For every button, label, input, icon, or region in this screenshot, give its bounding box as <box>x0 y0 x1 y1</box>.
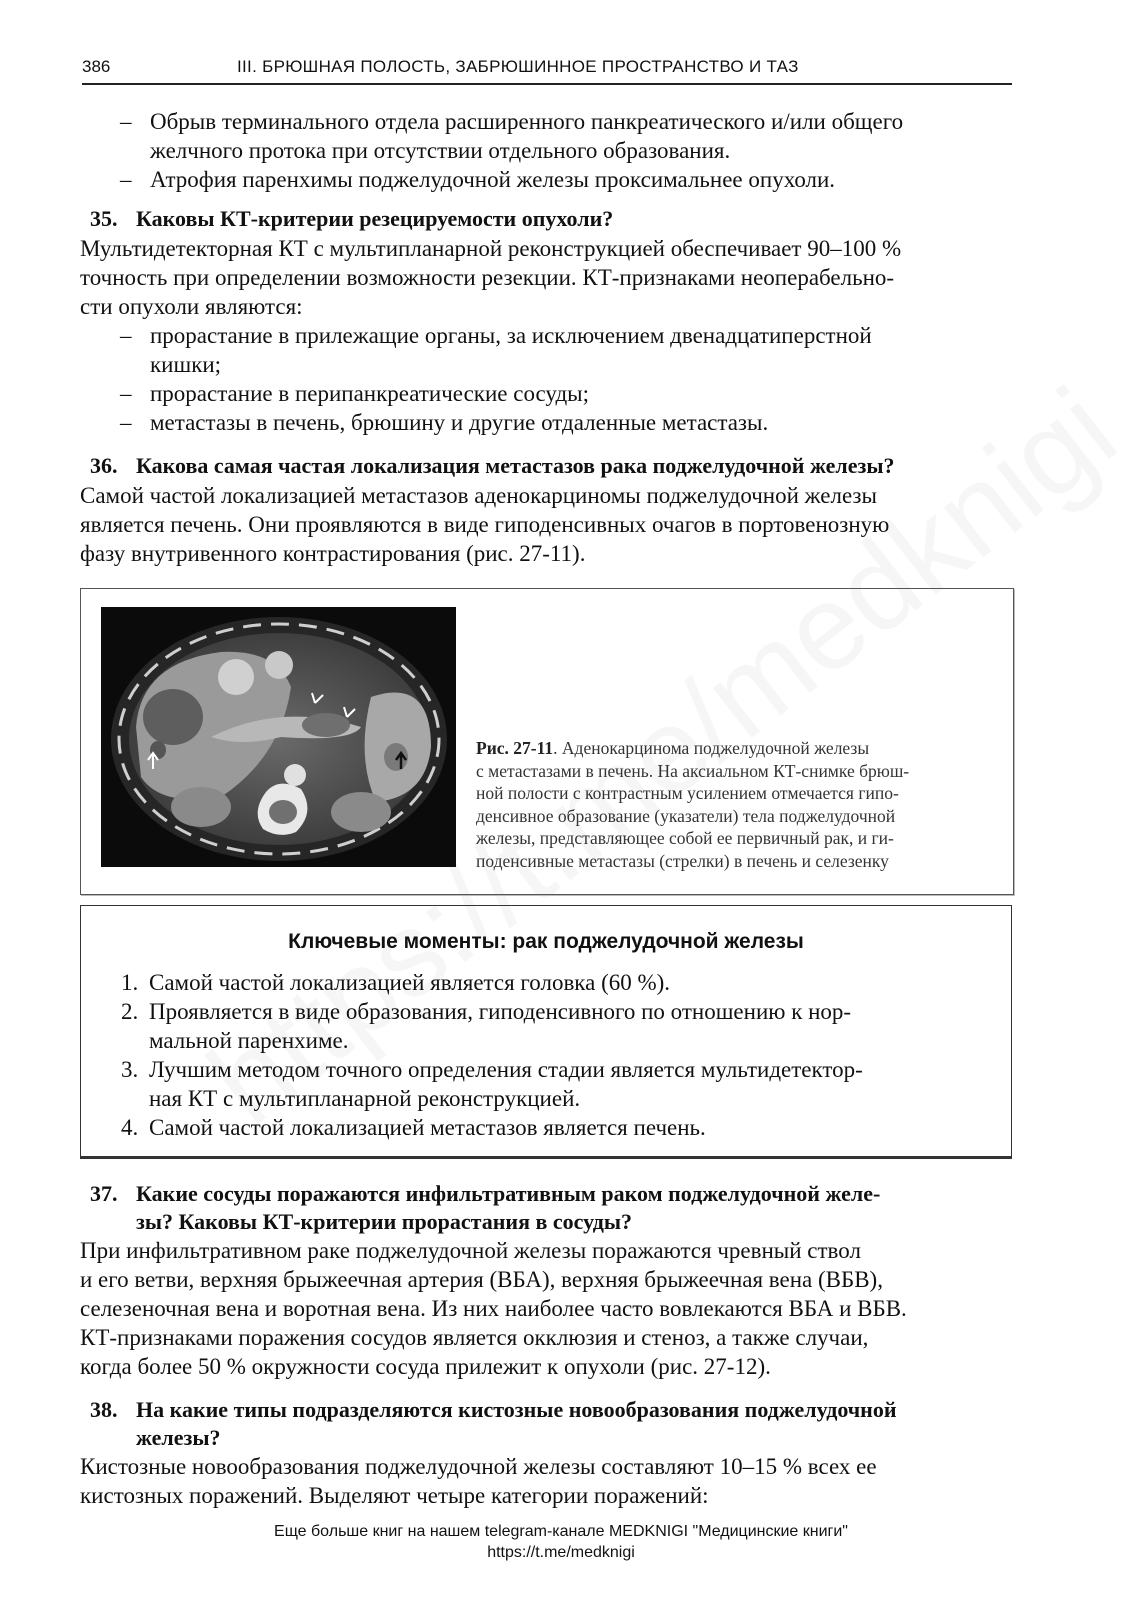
question-37 <box>90 1180 880 1208</box>
ct-scan-drawing <box>101 607 456 867</box>
caption-line: железы, представляющее собой ее первичный рак, и ги- <box>476 828 894 848</box>
key-point-item <box>121 1055 863 1084</box>
bullet-dash: – <box>120 109 132 134</box>
item-text: Проявляется в виде образования, гиподенсивного по отношению к нор- <box>149 999 852 1024</box>
answer-line: При инфильтративном раке поджелудочной железы поражаются чревный ствол <box>80 1238 861 1263</box>
bullet-dash: – <box>120 323 132 348</box>
item-number: 2. <box>121 999 139 1024</box>
footer-link[interactable]: https://t.me/medknigi <box>487 1544 635 1561</box>
bullet-text: Обрыв терминального отдела расширенного панкреатического и/или общего <box>150 109 904 134</box>
question-38 <box>90 1396 897 1424</box>
answer-line: КТ-признаками поражения сосудов является окклюзия и стеноз, а также случаи, <box>80 1325 869 1350</box>
key-points-box <box>80 905 1012 1159</box>
answer-line: является печень. Они проявляются в виде гиподенсивных очагов в портовенозную <box>80 512 890 537</box>
question-38-cont: железы? <box>136 1425 221 1450</box>
figure-caption <box>476 737 991 872</box>
caption-line: поденсивные метастазы (стрелки) в печень и селезенку <box>476 850 889 871</box>
item-number: 3. <box>121 1057 139 1082</box>
caption-line: с метастазами в печень. На аксиальном КТ-снимке брюш- <box>476 760 910 781</box>
bullet-text: прорастание в перипанкреатические сосуды; <box>150 381 590 406</box>
footer-promo: Еще больше книг на нашем telegram-канале MEDKNIGI "Медицинские книги" <box>274 1523 848 1540</box>
answer-line: фазу внутривенного контрастирования (рис. 27-11). <box>80 541 586 566</box>
bullet-dash: – <box>120 381 132 406</box>
answer-line: сти опухоли являются: <box>80 294 303 319</box>
page-number: 386 <box>82 57 111 76</box>
question-36 <box>90 452 895 480</box>
key-point-cont: ная КТ с мультипланарной реконструкцией. <box>149 1086 581 1111</box>
figure-label: Рис. 27-11 <box>476 738 554 758</box>
question-text: Какова самая частая локализация метастазов рака поджелудочной железы? <box>136 453 895 478</box>
question-text: Каковы КТ-критерии резецируемости опухоли? <box>136 206 614 231</box>
question-number: 38. <box>90 1397 118 1422</box>
bullet-dash: – <box>120 167 132 192</box>
answer-line: когда более 50 % окружности сосуда прилежит к опухоли (рис. 27-12). <box>80 1354 771 1379</box>
bullet-text: прорастание в прилежащие органы, за исключением двенадцатиперстной <box>150 323 872 348</box>
item-text: Самой частой локализацией метастазов является печень. <box>149 1115 706 1140</box>
caption-line: . Аденокарцинома поджелудочной железы <box>553 738 870 758</box>
bullet-text: Атрофия паренхимы поджелудочной железы проксимальнее опухоли. <box>150 167 836 192</box>
answer-line: Мультидетекторная КТ с мультипланарной реконструкцией обеспечивает 90–100 % <box>80 236 902 261</box>
key-point-item <box>121 968 670 997</box>
key-points-title: Ключевые моменты: рак поджелудочной железы <box>288 930 804 953</box>
answer-line: селезеночная вена и воротная вена. Из них наиболее часто вовлекаются ВБА и ВБВ. <box>80 1296 907 1321</box>
question-number: 36. <box>90 453 118 478</box>
item-number: 4. <box>121 1115 139 1140</box>
question-37-cont: зы? Каковы КТ-критерии прорастания в сосуды? <box>136 1209 633 1234</box>
caption-line: ной полости с контрастным усилением отмечается гипо- <box>476 783 899 803</box>
bullet-text-cont: кишки; <box>150 352 222 377</box>
running-header <box>82 55 1012 85</box>
bullet-dash: – <box>120 410 132 435</box>
item-number: 1. <box>121 970 139 995</box>
answer-line: точность при определении возможности резекции. КТ-признаками неоперабельно- <box>80 265 895 290</box>
answer-line: и его ветви, верхняя брыжеечная артерия (ВБА), верхняя брыжеечная вена (ВБВ), <box>80 1267 883 1292</box>
bullet-text: метастазы в печень, брюшину и другие отдаленные метастазы. <box>150 410 769 435</box>
section-title: III. БРЮШНАЯ ПОЛОСТЬ, ЗАБРЮШИННОЕ ПРОСТРАНСТВО И ТАЗ <box>237 57 799 76</box>
question-35 <box>90 205 613 233</box>
bullet-text-cont: желчного протока при отсутствии отдельного образования. <box>150 138 731 163</box>
caption-line: денсивное образование (указатели) тела поджелудочной <box>476 805 896 826</box>
question-number: 37. <box>90 1181 118 1206</box>
item-text: Лучшим методом точного определения стадии является мультидетектор- <box>149 1057 863 1082</box>
answer-line: Кистозные новообразования поджелудочной железы составляют 10–15 % всех ее <box>80 1454 877 1479</box>
key-point-item <box>121 1113 706 1142</box>
question-text: На какие типы подразделяются кистозные новообразования поджелудочной <box>136 1397 897 1422</box>
item-text: Самой частой локализацией является головка (60 %). <box>149 970 671 995</box>
key-point-item <box>121 997 851 1026</box>
ct-scan-image <box>101 607 456 867</box>
question-number: 35. <box>90 206 118 231</box>
key-point-cont: мальной паренхиме. <box>149 1028 349 1053</box>
answer-line: Самой частой локализацией метастазов аденокарциномы поджелудочной железы <box>80 483 877 508</box>
question-text: Какие сосуды поражаются инфильтративным раком поджелудочной желе- <box>136 1181 881 1206</box>
answer-line: кистозных поражений. Выделяют четыре категории поражений: <box>80 1483 709 1508</box>
figure-27-11 <box>80 588 1014 895</box>
